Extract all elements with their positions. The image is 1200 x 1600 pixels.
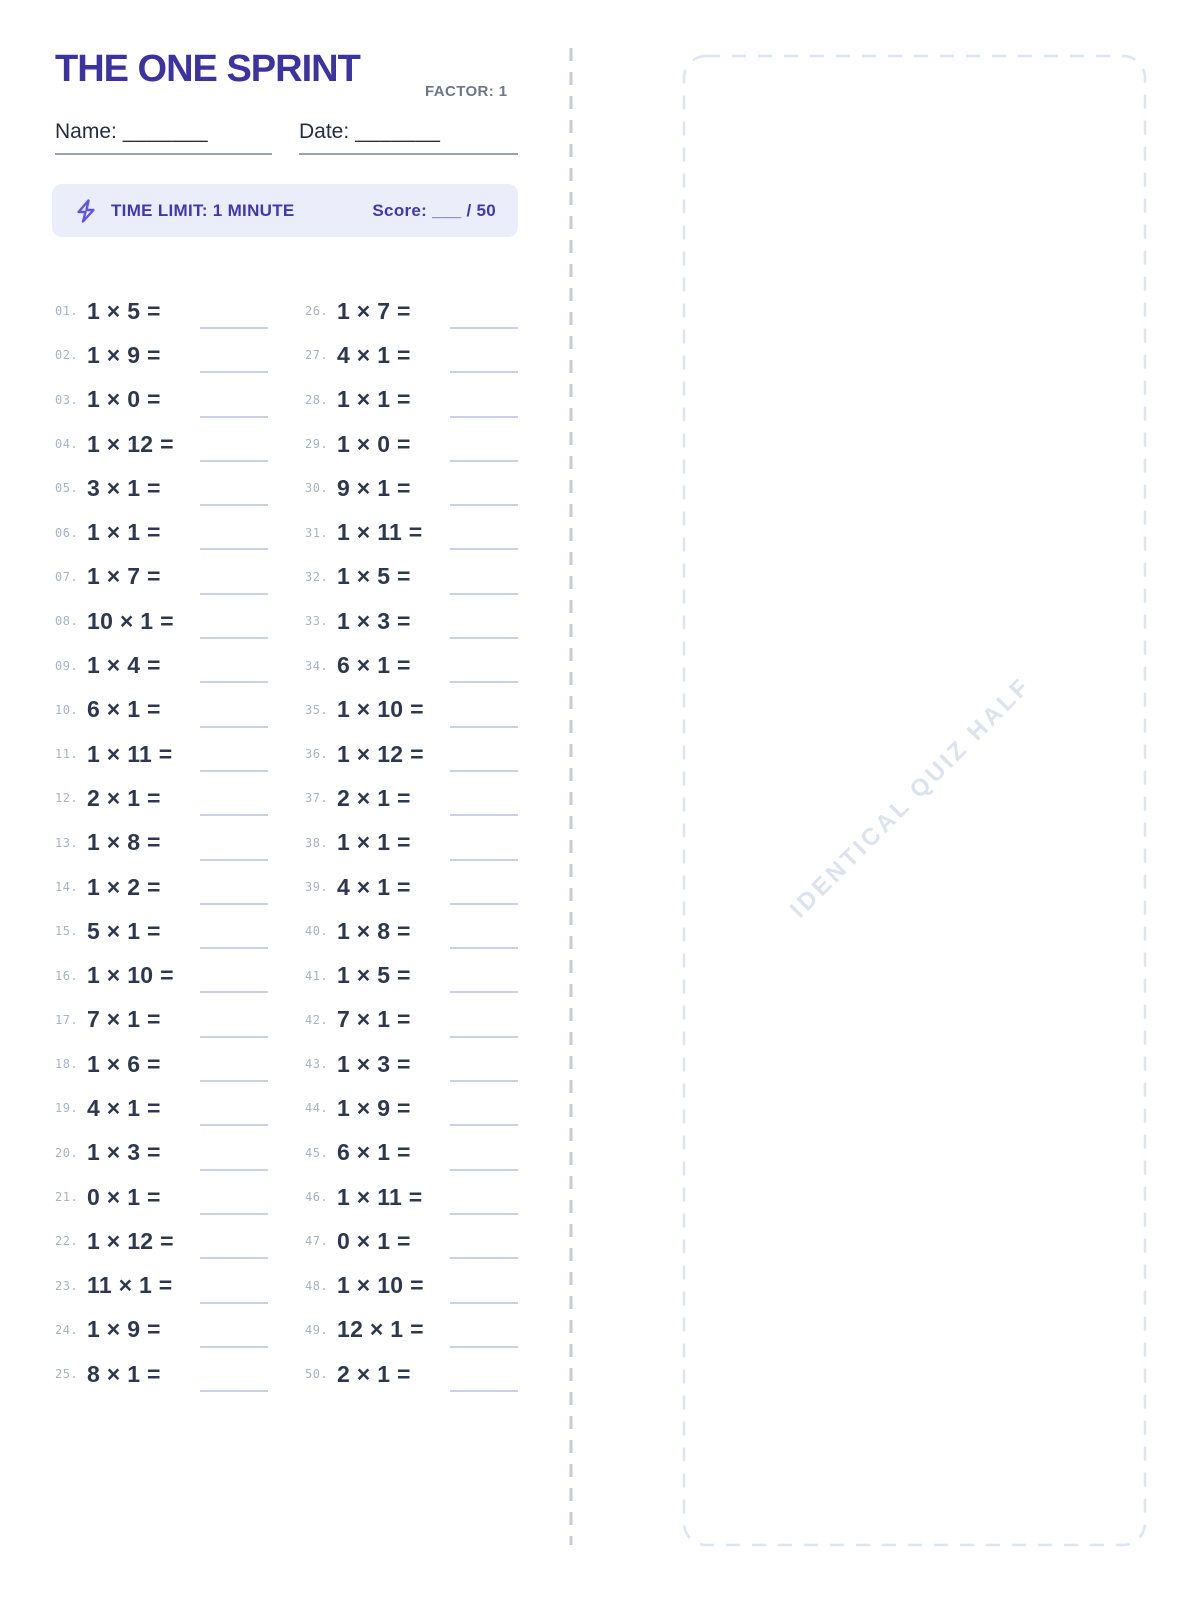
problem-row xyxy=(305,953,518,997)
problem-row xyxy=(305,378,518,422)
problem-row xyxy=(305,333,518,377)
answer-blank[interactable] xyxy=(200,1036,268,1038)
problem-number: 03. xyxy=(55,392,79,407)
date-field[interactable] xyxy=(299,120,518,155)
problem-expression: 6 × 1 = xyxy=(337,652,411,679)
answer-blank[interactable] xyxy=(200,416,268,418)
problem-row xyxy=(55,1264,268,1308)
problem-number: 09. xyxy=(55,658,79,673)
answer-blank[interactable] xyxy=(450,991,518,993)
problem-expression: 4 × 1 = xyxy=(337,873,411,900)
problem-number: 44. xyxy=(305,1101,329,1116)
problem-row xyxy=(55,776,268,820)
problem-number: 32. xyxy=(305,569,329,584)
problem-number: 22. xyxy=(55,1234,79,1249)
problem-row xyxy=(305,998,518,1042)
problem-number: 15. xyxy=(55,924,79,939)
problem-expression: 1 × 6 = xyxy=(87,1050,161,1077)
problem-expression: 4 × 1 = xyxy=(337,341,411,368)
score-label: Score: ___ / 50 xyxy=(372,200,496,220)
problem-number: 47. xyxy=(305,1234,329,1249)
problem-number: 42. xyxy=(305,1012,329,1027)
problem-number: 23. xyxy=(55,1278,79,1293)
problem-expression: 1 × 12 = xyxy=(87,1227,174,1254)
problem-expression: 1 × 1 = xyxy=(337,386,411,413)
problem-row xyxy=(55,909,268,953)
problem-expression: 10 × 1 = xyxy=(87,607,174,634)
answer-blank[interactable] xyxy=(450,1124,518,1126)
problem-number: 18. xyxy=(55,1057,79,1072)
problem-expression: 2 × 1 = xyxy=(337,784,411,811)
problem-number: 05. xyxy=(55,481,79,496)
problem-expression: 1 × 8 = xyxy=(87,829,161,856)
problem-number: 34. xyxy=(305,658,329,673)
problem-expression: 1 × 1 = xyxy=(87,519,161,546)
problem-row xyxy=(305,555,518,599)
answer-blank[interactable] xyxy=(200,903,268,905)
problem-expression: 7 × 1 = xyxy=(337,1006,411,1033)
answer-blank[interactable] xyxy=(450,859,518,861)
problem-expression: 0 × 1 = xyxy=(87,1183,161,1210)
problem-expression: 12 × 1 = xyxy=(337,1316,424,1343)
problem-row xyxy=(305,1042,518,1086)
problem-number: 43. xyxy=(305,1057,329,1072)
problem-number: 36. xyxy=(305,747,329,762)
problem-number: 30. xyxy=(305,481,329,496)
answer-blank[interactable] xyxy=(450,681,518,683)
answer-blank[interactable] xyxy=(450,770,518,772)
answer-blank[interactable] xyxy=(200,681,268,683)
problem-number: 08. xyxy=(55,614,79,629)
problem-expression: 3 × 1 = xyxy=(87,474,161,501)
problem-number: 46. xyxy=(305,1190,329,1205)
timer-banner xyxy=(52,184,518,237)
answer-blank[interactable] xyxy=(200,1346,268,1348)
problem-number: 06. xyxy=(55,525,79,540)
time-limit-label: TIME LIMIT: 1 MINUTE xyxy=(111,200,295,220)
answer-blank[interactable] xyxy=(450,1169,518,1171)
problem-number: 29. xyxy=(305,437,329,452)
answer-blank[interactable] xyxy=(200,726,268,728)
name-label: Name: xyxy=(55,120,117,143)
answer-blank[interactable] xyxy=(200,637,268,639)
problem-number: 13. xyxy=(55,835,79,850)
problem-expression: 1 × 2 = xyxy=(87,873,161,900)
problem-expression: 1 × 11 = xyxy=(337,1183,423,1210)
problem-expression: 1 × 11 = xyxy=(87,740,173,767)
problem-number: 01. xyxy=(55,304,79,319)
answer-blank[interactable] xyxy=(200,991,268,993)
problem-row xyxy=(55,466,268,510)
problems-column-left xyxy=(55,289,268,1396)
problem-row xyxy=(305,1219,518,1263)
problem-row xyxy=(55,1308,268,1352)
problem-row xyxy=(55,555,268,599)
problem-expression: 1 × 12 = xyxy=(87,430,174,457)
answer-blank[interactable] xyxy=(450,504,518,506)
problem-expression: 1 × 8 = xyxy=(337,917,411,944)
answer-blank[interactable] xyxy=(200,947,268,949)
problem-expression: 0 × 1 = xyxy=(337,1227,411,1254)
problem-number: 41. xyxy=(305,968,329,983)
answer-blank[interactable] xyxy=(450,460,518,462)
problem-expression: 6 × 1 = xyxy=(337,1139,411,1166)
problem-row xyxy=(305,1086,518,1130)
problem-row xyxy=(55,289,268,333)
problem-expression: 1 × 3 = xyxy=(337,1050,411,1077)
page-title: THE ONE SPRINT xyxy=(55,48,360,90)
problem-number: 33. xyxy=(305,614,329,629)
problem-expression: 1 × 0 = xyxy=(337,430,411,457)
problem-row xyxy=(305,1175,518,1219)
problem-expression: 1 × 10 = xyxy=(337,1272,424,1299)
problem-row xyxy=(305,821,518,865)
answer-blank[interactable] xyxy=(450,1390,518,1392)
name-field[interactable] xyxy=(55,120,272,155)
problem-row xyxy=(55,599,268,643)
answer-blank[interactable] xyxy=(200,548,268,550)
answer-blank[interactable] xyxy=(450,327,518,329)
problem-row xyxy=(55,953,268,997)
answer-blank[interactable] xyxy=(200,770,268,772)
problem-number: 20. xyxy=(55,1145,79,1160)
problem-expression: 1 × 1 = xyxy=(337,829,411,856)
answer-blank[interactable] xyxy=(450,1302,518,1304)
problem-number: 04. xyxy=(55,437,79,452)
problem-number: 45. xyxy=(305,1145,329,1160)
problem-row xyxy=(305,865,518,909)
answer-blank[interactable] xyxy=(450,903,518,905)
answer-blank[interactable] xyxy=(200,327,268,329)
problem-number: 25. xyxy=(55,1367,79,1382)
problem-number: 31. xyxy=(305,525,329,540)
answer-blank[interactable] xyxy=(450,1213,518,1215)
answer-blank[interactable] xyxy=(200,1080,268,1082)
problem-number: 02. xyxy=(55,348,79,363)
answer-blank[interactable] xyxy=(450,371,518,373)
problem-number: 27. xyxy=(305,348,329,363)
problem-number: 50. xyxy=(305,1367,329,1382)
problem-row xyxy=(55,643,268,687)
problem-expression: 1 × 7 = xyxy=(337,297,411,324)
answer-blank[interactable] xyxy=(450,1036,518,1038)
problem-expression: 1 × 5 = xyxy=(337,563,411,590)
problem-number: 35. xyxy=(305,702,329,717)
problem-row xyxy=(55,378,268,422)
problem-number: 07. xyxy=(55,569,79,584)
problem-row xyxy=(55,865,268,909)
problem-expression: 1 × 0 = xyxy=(87,386,161,413)
answer-blank[interactable] xyxy=(200,1302,268,1304)
problem-row xyxy=(55,1175,268,1219)
answer-blank[interactable] xyxy=(450,593,518,595)
answer-blank[interactable] xyxy=(450,1257,518,1259)
problems-column-right xyxy=(305,289,518,1396)
problem-row xyxy=(305,289,518,333)
problem-number: 12. xyxy=(55,791,79,806)
problem-expression: 1 × 9 = xyxy=(337,1094,411,1121)
problem-row xyxy=(305,732,518,776)
problem-row xyxy=(305,643,518,687)
answer-blank[interactable] xyxy=(200,593,268,595)
problem-number: 48. xyxy=(305,1278,329,1293)
answer-blank[interactable] xyxy=(200,460,268,462)
problem-row xyxy=(55,1352,268,1396)
problem-number: 21. xyxy=(55,1190,79,1205)
problem-row xyxy=(55,732,268,776)
problem-expression: 1 × 11 = xyxy=(337,519,423,546)
problem-number: 37. xyxy=(305,791,329,806)
answer-blank[interactable] xyxy=(200,1390,268,1392)
problem-expression: 1 × 3 = xyxy=(337,607,411,634)
problem-number: 10. xyxy=(55,702,79,717)
problem-row xyxy=(55,333,268,377)
problem-row xyxy=(55,998,268,1042)
problem-expression: 1 × 5 = xyxy=(87,297,161,324)
date-label: Date: xyxy=(299,120,350,143)
problem-row xyxy=(55,510,268,554)
problem-expression: 1 × 12 = xyxy=(337,740,424,767)
problem-expression: 1 × 10 = xyxy=(337,696,424,723)
answer-blank[interactable] xyxy=(200,371,268,373)
problem-row xyxy=(305,1264,518,1308)
problem-row xyxy=(305,688,518,732)
answer-blank[interactable] xyxy=(450,947,518,949)
problem-row xyxy=(305,422,518,466)
problem-expression: 1 × 3 = xyxy=(87,1139,161,1166)
problem-expression: 6 × 1 = xyxy=(87,696,161,723)
problem-expression: 1 × 9 = xyxy=(87,1316,161,1343)
problem-expression: 5 × 1 = xyxy=(87,917,161,944)
problem-number: 26. xyxy=(305,304,329,319)
problem-number: 16. xyxy=(55,968,79,983)
problem-number: 49. xyxy=(305,1322,329,1337)
problem-row xyxy=(305,1308,518,1352)
problem-expression: 7 × 1 = xyxy=(87,1006,161,1033)
answer-blank[interactable] xyxy=(200,1257,268,1259)
problem-expression: 11 × 1 = xyxy=(87,1272,173,1299)
problem-row xyxy=(55,1086,268,1130)
problem-number: 40. xyxy=(305,924,329,939)
answer-blank[interactable] xyxy=(200,1124,268,1126)
name-blank: _______ xyxy=(122,120,209,143)
problem-row xyxy=(55,821,268,865)
name-date-row xyxy=(55,120,518,155)
problem-expression: 9 × 1 = xyxy=(337,474,411,501)
problem-expression: 1 × 4 = xyxy=(87,652,161,679)
answer-blank[interactable] xyxy=(450,637,518,639)
watermark-text: IDENTICAL QUIZ HALF xyxy=(784,671,1037,924)
problem-number: 39. xyxy=(305,880,329,894)
problem-expression: 8 × 1 = xyxy=(87,1360,161,1387)
problem-expression: 1 × 5 = xyxy=(337,962,411,989)
problem-expression: 2 × 1 = xyxy=(87,784,161,811)
problem-row xyxy=(305,776,518,820)
answer-blank[interactable] xyxy=(450,548,518,550)
problem-number: 38. xyxy=(305,835,329,850)
problem-row xyxy=(55,422,268,466)
problem-number: 28. xyxy=(305,392,329,407)
answer-blank[interactable] xyxy=(200,814,268,816)
answer-blank[interactable] xyxy=(450,1346,518,1348)
factor-label: FACTOR: 1 xyxy=(425,83,508,100)
answer-blank[interactable] xyxy=(450,726,518,728)
problems-grid xyxy=(55,289,518,1396)
date-blank: _______ xyxy=(355,120,441,143)
problem-number: 19. xyxy=(55,1101,79,1116)
lightning-bolt-icon xyxy=(74,198,98,224)
problem-row xyxy=(305,1352,518,1396)
problem-expression: 1 × 7 = xyxy=(87,563,161,590)
problem-number: 11. xyxy=(55,747,79,762)
answer-blank[interactable] xyxy=(200,504,268,506)
problem-row xyxy=(305,599,518,643)
problem-row xyxy=(305,466,518,510)
problem-row xyxy=(305,909,518,953)
problem-row xyxy=(55,688,268,732)
problem-row xyxy=(55,1131,268,1175)
problem-number: 17. xyxy=(55,1012,79,1027)
problem-expression: 2 × 1 = xyxy=(337,1360,411,1387)
problem-row xyxy=(55,1219,268,1263)
answer-blank[interactable] xyxy=(450,814,518,816)
answer-blank[interactable] xyxy=(450,416,518,418)
answer-blank[interactable] xyxy=(200,1169,268,1171)
problem-number: 24. xyxy=(55,1322,79,1337)
answer-blank[interactable] xyxy=(200,859,268,861)
problem-expression: 1 × 9 = xyxy=(87,341,161,368)
problem-expression: 4 × 1 = xyxy=(87,1094,161,1121)
problem-expression: 1 × 10 = xyxy=(87,962,174,989)
answer-blank[interactable] xyxy=(450,1080,518,1082)
problem-number: 14. xyxy=(55,880,79,894)
problem-row xyxy=(305,510,518,554)
answer-blank[interactable] xyxy=(200,1213,268,1215)
problem-row xyxy=(55,1042,268,1086)
problem-row xyxy=(305,1131,518,1175)
